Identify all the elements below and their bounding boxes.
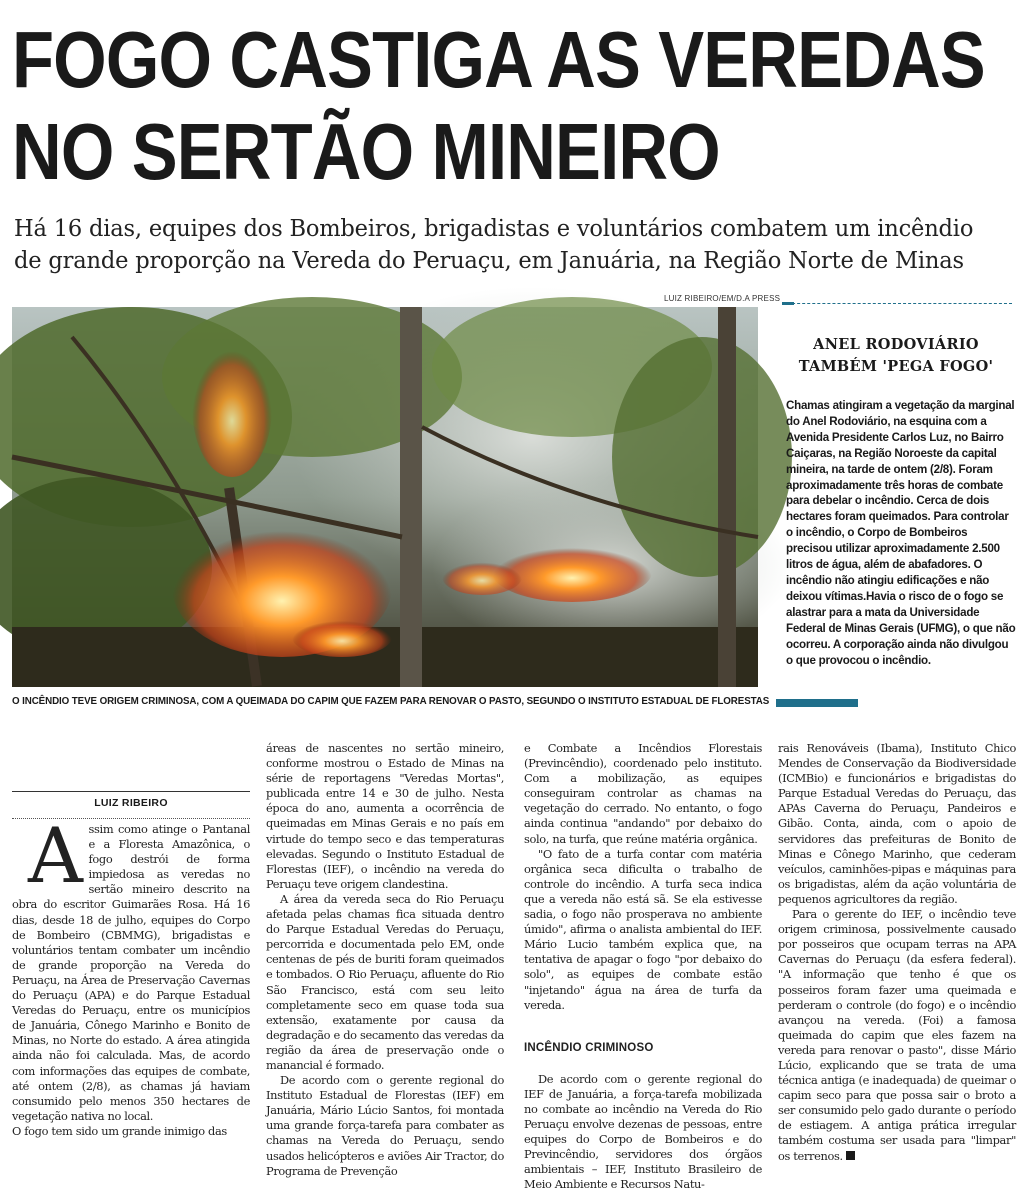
article-column-3 (524, 741, 762, 1193)
article-paragraph (778, 907, 1016, 1164)
article-paragraph: De acordo com o gerente regional do Instituto Estadual de Florestas (IEF) em Januária, Mário Lúcio Santos, foi montada uma grande força-tarefa para combater as chamas na Vereda do Peruaçu, sendo usados helicópteros e aviões Air Tractor, do Programa de Prevenção (266, 1073, 504, 1178)
sidebar-top-rule (782, 303, 1012, 304)
article-column-4 (778, 741, 1016, 1164)
byline: LUIZ RIBEIRO (94, 797, 168, 809)
photo-credit: LUIZ RIBEIRO/EM/D.A PRESS (664, 294, 781, 303)
fire-photo (12, 307, 758, 687)
end-of-article-mark (846, 1151, 855, 1160)
headline (12, 14, 985, 198)
sidebar-accent (782, 302, 794, 305)
article-column-2 (266, 741, 504, 1179)
article-paragraph: De acordo com o gerente regional do IEF de Januária, a força-tarefa mobilizada no combate ao incêndio na Vereda do Rio Peruaçu envolve dezenas de pessoas, entre equipes do Corpo de Bombeiros e do Previncêndio, servidores dos órgãos ambientais – IEF, Instituto Brasileiro de Meio Ambiente e Recursos Natu- (524, 1071, 762, 1192)
sidebar-bottom-bar (776, 699, 858, 707)
article-paragraph: O fogo tem sido um grande inimigo das (12, 1123, 227, 1138)
photo-caption: O INCÊNDIO TEVE ORIGEM CRIMINOSA, COM A QUEIMADA DO CAPIM QUE FAZEM PARA RENOVAR O PASTO, SEGUNDO O INSTITUTO ESTADUAL DE FLORESTAS (12, 696, 770, 707)
sidebar-body: Chamas atingiram a vegetação da marginal do Anel Rodoviário, na esquina com a Avenida Presidente Carlos Luz, no Bairro Caiçaras, na Região Noroeste da capital mineira, na tarde de ontem (2/8). Foram aproximadamente três horas de combate para debelar o incêndio. Cerca de dois hectares foram queimados. Para controlar o incêndio, o Corpo de Bombeiros precisou utilizar aproximadamente 2.500 litros de água, além de abafadores. O incêndio não atingiu edificações e não deixou vítimas.Havia o risco de o fogo se alastrar para a mata da Universidade Federal de Minas Gerais (UFMG), o que não ocorreu. A corporação ainda não divulgou o que provocou o incêndio. (786, 399, 1016, 667)
article-paragraph: ssim como atinge o Pantanal e a Floresta Amazônica, o fogo destrói de forma impiedosa as veredas no sertão mineiro descrito na obra do escritor Guimarães Rosa. Há 16 dias, desde 18 de julho, equipes do Corpo de Bombeiro (CBMMG), brigadistas e voluntários tentam combater um incêndio de grande proporção na Vereda do Peruaçu, na Área de Preservação Cavernas do Peruaçu (APA) e do Parque Estadual Veredas do Peruaçu, entre os municípios de Januária, Cônego Marinho e Bonito de Minas, no Norte do estado. A área atingida ainda não foi calculada. Mas, de acordo com informações das equipes de combate, até ontem (2/8), as chamas já haviam consumido pelo menos 350 hectares de vegetação nativa no local. (12, 822, 250, 1123)
article-paragraph: rais Renováveis (Ibama), Instituto Chico Mendes de Conservação da Biodiversidade (ICMBio) e funcionários e brigadistas do Parque Estadual Veredas do Peruaçu, das APAs Caverna do Peruaçu, Pandeiros e Gibão. Conta, ainda, com o apoio de servidores das prefeituras de Bonito de Minas e Cônego Marinho, que cederam veículos, caminhões-pipas e máquinas para os brigadistas, além da ação voluntária de pequenos agricultores da região. (778, 741, 1016, 906)
article-paragraph: e Combate a Incêndios Florestais (Previncêndio), coordenado pelo instituto. Com a mobilização, as equipes conseguiram controlar as chamas na vegetação do cerrado. No entanto, o fogo ainda continua "andando" por debaixo do solo, na turfa, que reúne matéria orgânica. (524, 741, 762, 846)
headline-line-2: NO SERTÃO MINEIRO (12, 107, 720, 196)
headline-line-1: FOGO CASTIGA AS VEREDAS (12, 15, 985, 104)
byline-rule-top (12, 791, 250, 792)
article-column-1 (12, 811, 250, 1139)
article-paragraph: "O fato de a turfa contar com matéria orgânica seca dificulta o trabalho de controle do incêndio. A turfa seca indica que a vereda não está sã. Se ela estivesse sadia, o fogo não prosperava no ambiente úmido", afirma o analista ambiental do IEF. Mário Lucio também explica que, na tentativa de apagar o fogo "por debaixo do solo", as equipes de combate estão "injetando" água na área de turfa da vereda. (524, 846, 762, 1012)
article-paragraph: áreas de nascentes no sertão mineiro, conforme mostrou o Estado de Minas na série de reportagens "Veredas Mortas", publicada entre 14 e 30 de julho. Nesta época do ano, aumenta a ocorrência de queimadas em Minas Gerais e no país em virtude do tempo seco e das temperaturas elevadas. Segundo o Instituto Estadual de Florestas (IEF), o incêndio na vereda do Peruaçu teve origem clandestina. (266, 741, 504, 891)
sidebar-title-line-1: ANEL RODOVIÁRIO (813, 336, 979, 353)
drop-cap: A (28, 811, 83, 900)
sidebar-title (786, 334, 1006, 378)
article-paragraph: A área da vereda seca do Rio Peruaçu afetada pelas chamas fica situada dentro do Parque Estadual Veredas do Peruaçu, percorrida e documentada pelo EM, onde centenas de pés de buriti foram queimados e tombados. O Rio Peruaçu, afluente do Rio São Francisco, está com seu leito completamente seco em quase toda sua extensão, exatamente por causa da degradação e do secamento das veredas da região da área de preservação onde o manancial é formado. (266, 891, 504, 1072)
article-paragraph-text: Para o gerente do IEF, o incêndio teve origem criminosa, possivelmente causado por posseiros que ocupam terras na APA Cavernas do Peruaçu (da esfera federal). "A informação que tenho é que os posseiros foram fazer uma queimada e perderam o controle (do fogo) e o incêndio avançou na vereda. (Foi) a famosa queimada do capim que eles fazem na vereda para renovar o pasto", disse Mário Lúcio, explicando que se trata de uma técnica antiga (e inadequada) de queimar o capim seco para que possa sair o broto a ser consumido pelo gado durante o período de estiagem. A antiga prática irregular também costuma ser usada para "limpar" os terrenos. (778, 907, 1016, 1163)
subheadline: Há 16 dias, equipes dos Bombeiros, brigadistas e voluntários combatem um incêndio de grande proporção na Vereda do Peruaçu, em Januária, na Região Norte de Minas (14, 214, 974, 274)
section-subheading: INCÊNDIO CRIMINOSO (524, 1041, 654, 1054)
sidebar-title-line-2: TAMBÉM 'PEGA FOGO' (798, 358, 994, 375)
